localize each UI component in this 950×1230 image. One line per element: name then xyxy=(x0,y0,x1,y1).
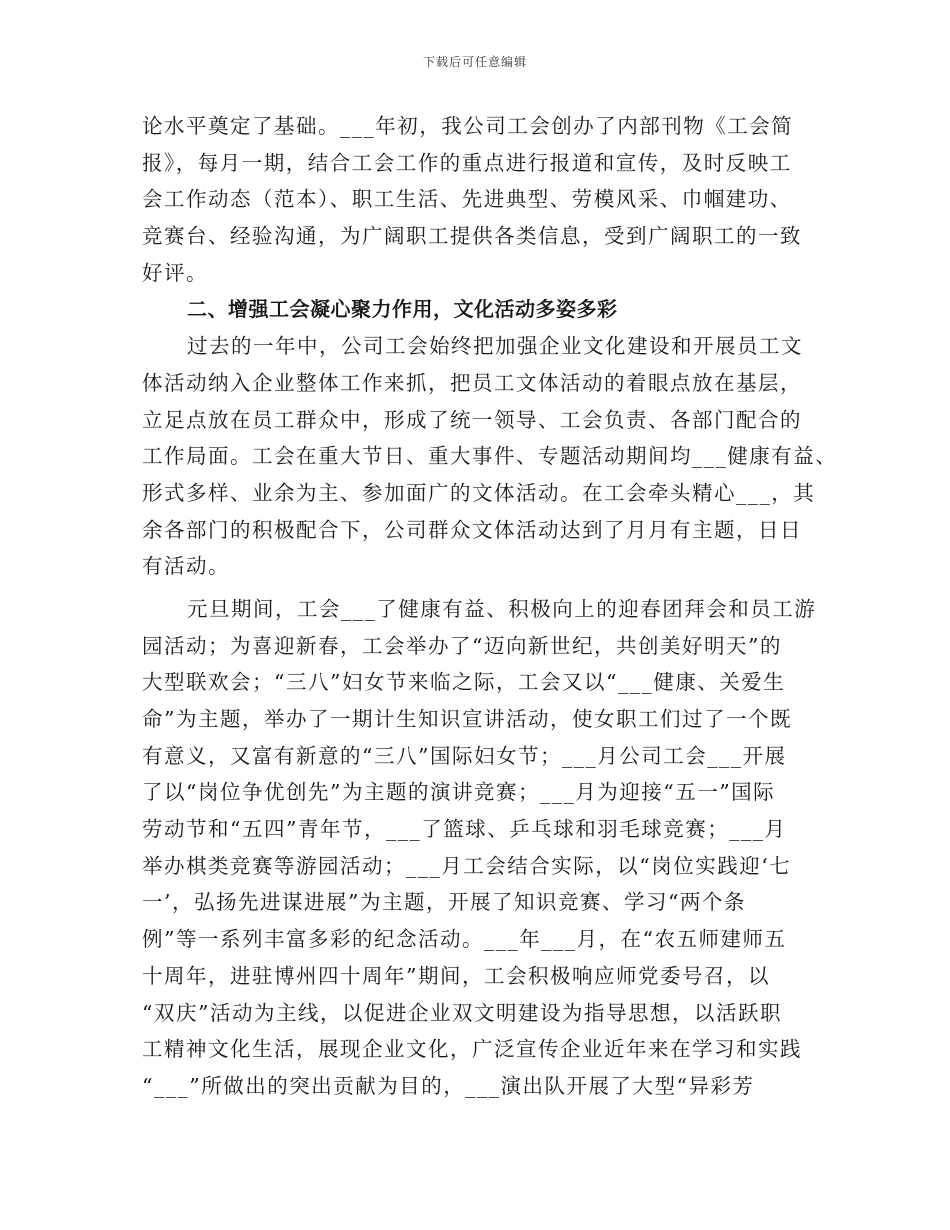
text-line: 一’，弘扬先进谋进展”为主题，开展了知识竞赛、学习“两个条 xyxy=(142,890,746,915)
text-line: “___”所做出的突出贡献为目的，___演出队开展了大型“异彩芳 xyxy=(142,1073,755,1098)
text-line: 工精神文化生活，展现企业文化，广泛宣传企业近年来在学习和实践 xyxy=(142,1037,802,1062)
text-line: 十周年，进驻博州四十周年”期间，工会积极响应师党委号召，以 xyxy=(142,963,770,988)
text-line: 会工作动态（范本）、职工生活、先进典型、劳模风采、巾帼建功、 xyxy=(142,187,792,212)
text-line: 形式多样、业余为主、参加面广的文体活动。在工会牵头精心___，其 xyxy=(142,480,816,505)
text-line: 好评。 xyxy=(142,260,208,285)
text-line: 过去的一年中，公司工会始终把加强企业文化建设和开展员工文 xyxy=(187,334,803,359)
text-line: 园活动；为喜迎新春，工会举办了“迈向新世纪，共创美好明天”的 xyxy=(142,633,782,658)
text-line: 有意义，又富有新意的“三八”国际妇女节；___月公司工会___开展 xyxy=(142,743,787,768)
text-line: 论水平奠定了基础。___年初，我公司工会创办了内部刊物《工会简 xyxy=(142,114,794,138)
text-line: 竞赛台、经验沟通，为广阔职工提供各类信息，受到广阔职工的一致 xyxy=(142,224,802,249)
paragraph xyxy=(142,328,838,585)
text-line: 元旦期间，工会___了健康有益、积极向上的迎春团拜会和员工游 xyxy=(187,596,817,621)
text-line: 劳动节和“五四”青年节，___了篮球、乒乓球和羽毛球竞赛；___月 xyxy=(142,817,787,842)
text-line: 报》，每月一期，结合工会工作的重点进行报道和宣传，及时反映工 xyxy=(142,150,792,175)
text-line: 例”等一系列丰富多彩的纪念活动。___年___月，在“农五师建师五 xyxy=(142,927,787,952)
section-heading xyxy=(142,291,822,328)
page-header: 下载后可任意编辑 xyxy=(422,55,527,69)
text-line: 工作局面。工会在重大节日、重大事件、专题活动期间均___健康有益、 xyxy=(142,444,838,469)
text-line: 体活动纳入企业整体工作来抓，把员工文体活动的着眼点放在基层， xyxy=(142,370,802,395)
text-line: 举办棋类竞赛等游园活动；___月工会结合实际，以“岗位实践迎‘七 xyxy=(142,853,792,878)
text-line: 命”为主题，举办了一期计生知识宣讲活动，使女职工们过了一个既 xyxy=(142,707,792,731)
paragraph xyxy=(142,108,822,291)
document-body xyxy=(142,108,838,1105)
text-line: 余各部门的积极配合下，公司群众文体活动达到了月月有主题，日日 xyxy=(142,517,802,542)
text-line: 大型联欢会；“三八”妇女节来临之际，工会又以“___健康、关爱生 xyxy=(142,670,786,695)
text-line: “双庆”活动为主线，以促进企业双文明建设为指导思想，以活跃职 xyxy=(142,1000,782,1025)
paragraph xyxy=(142,591,822,1105)
text-line: 立足点放在员工群众中，形成了统一领导、工会负责、各部门配合的 xyxy=(142,407,802,432)
text-line: 有活动。 xyxy=(142,554,230,579)
heading-text: 二、增强工会凝心聚力作用，文化活动多姿多彩 xyxy=(187,297,618,322)
text-line: 了以“岗位争优创先”为主题的演讲竞赛；___月为迎接“五一”国际 xyxy=(142,780,776,805)
